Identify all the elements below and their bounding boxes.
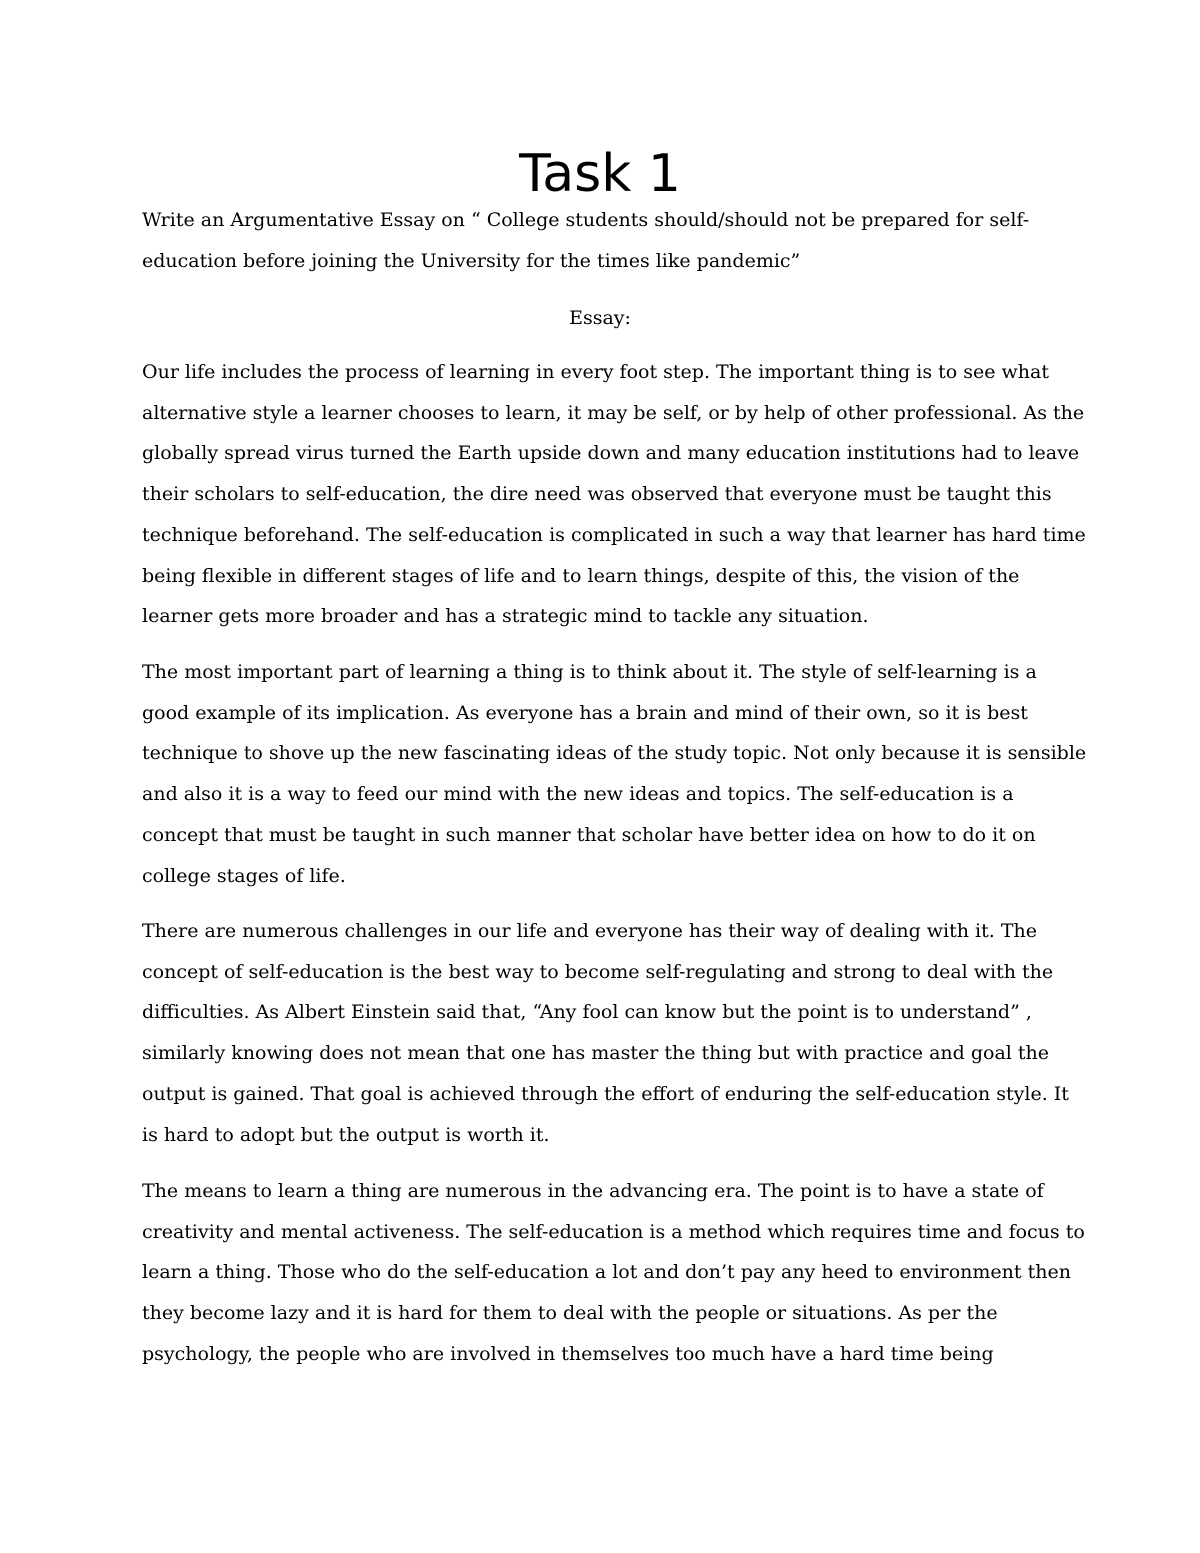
- paragraph-line: concept of self-education is the best way to become self-regulating and strong to deal with the: [142, 960, 1054, 983]
- document-title: Task 1: [519, 144, 681, 204]
- paragraph-line: good example of its implication. As everyone has a brain and mind of their own, so it is best: [142, 701, 1028, 724]
- paragraph-line: technique beforehand. The self-education is complicated in such a way that learner has hard time: [142, 523, 1086, 546]
- paragraph-line: their scholars to self-education, the dire need was observed that everyone must be taught this: [142, 483, 1052, 506]
- paragraph-line: learner gets more broader and has a strategic mind to tackle any situation.: [142, 605, 869, 628]
- paragraph-line: difficulties. As Albert Einstein said that, “Any fool can know but the point is to understand” ,: [142, 1001, 1032, 1024]
- essay-paragraph-1: [142, 352, 1086, 637]
- essay-paragraph-4: [142, 1171, 1085, 1375]
- paragraph-line: is hard to adopt but the output is worth it.: [142, 1123, 550, 1146]
- paragraph-line: college stages of life.: [142, 864, 346, 887]
- essay-paragraph-2: [142, 652, 1087, 896]
- paragraph-line: they become lazy and it is hard for them to deal with the people or situations. As per the: [142, 1302, 998, 1325]
- paragraph-line: concept that must be taught in such manner that scholar have better idea on how to do it on: [142, 823, 1036, 846]
- prompt-line: education before joining the University for the times like pandemic”: [142, 249, 801, 272]
- paragraph-line: psychology, the people who are involved in themselves too much have a hard time being: [142, 1342, 994, 1365]
- paragraph-line: There are numerous challenges in our life and everyone has their way of dealing with it. The: [142, 920, 1037, 942]
- essay-paragraph-3: [142, 911, 1069, 1155]
- paragraph-line: learn a thing. Those who do the self-education a lot and don’t pay any heed to environment then: [142, 1261, 1071, 1284]
- essay-prompt: [142, 200, 1030, 281]
- paragraph-line: alternative style a learner chooses to learn, it may be self, or by help of other professional. As the: [142, 401, 1085, 424]
- paragraph-line: being flexible in different stages of life and to learn things, despite of this, the vision of the: [142, 564, 1020, 587]
- essay-heading: Essay:: [569, 307, 631, 329]
- paragraph-line: The means to learn a thing are numerous in the advancing era. The point is to have a state of: [142, 1180, 1044, 1202]
- paragraph-line: and also it is a way to feed our mind with the new ideas and topics. The self-education is a: [142, 783, 1014, 806]
- paragraph-line: similarly knowing does not mean that one has master the thing but with practice and goal the: [142, 1042, 1050, 1065]
- paragraph-line: The most important part of learning a thing is to think about it. The style of self-learning is a: [142, 661, 1037, 683]
- paragraph-line: Our life includes the process of learning in every foot step. The important thing is to see what: [142, 361, 1049, 383]
- paragraph-line: output is gained. That goal is achieved through the effort of enduring the self-education style. It: [142, 1082, 1069, 1105]
- paragraph-line: creativity and mental activeness. The self-education is a method which requires time and focus to: [142, 1220, 1085, 1243]
- prompt-line: Write an Argumentative Essay on “ College students should/should not be prepared for self-: [142, 209, 1030, 231]
- paragraph-line: technique to shove up the new fascinating ideas of the study topic. Not only because it is sensible: [142, 742, 1087, 765]
- paragraph-line: globally spread virus turned the Earth upside down and many education institutions had to leave: [142, 442, 1080, 465]
